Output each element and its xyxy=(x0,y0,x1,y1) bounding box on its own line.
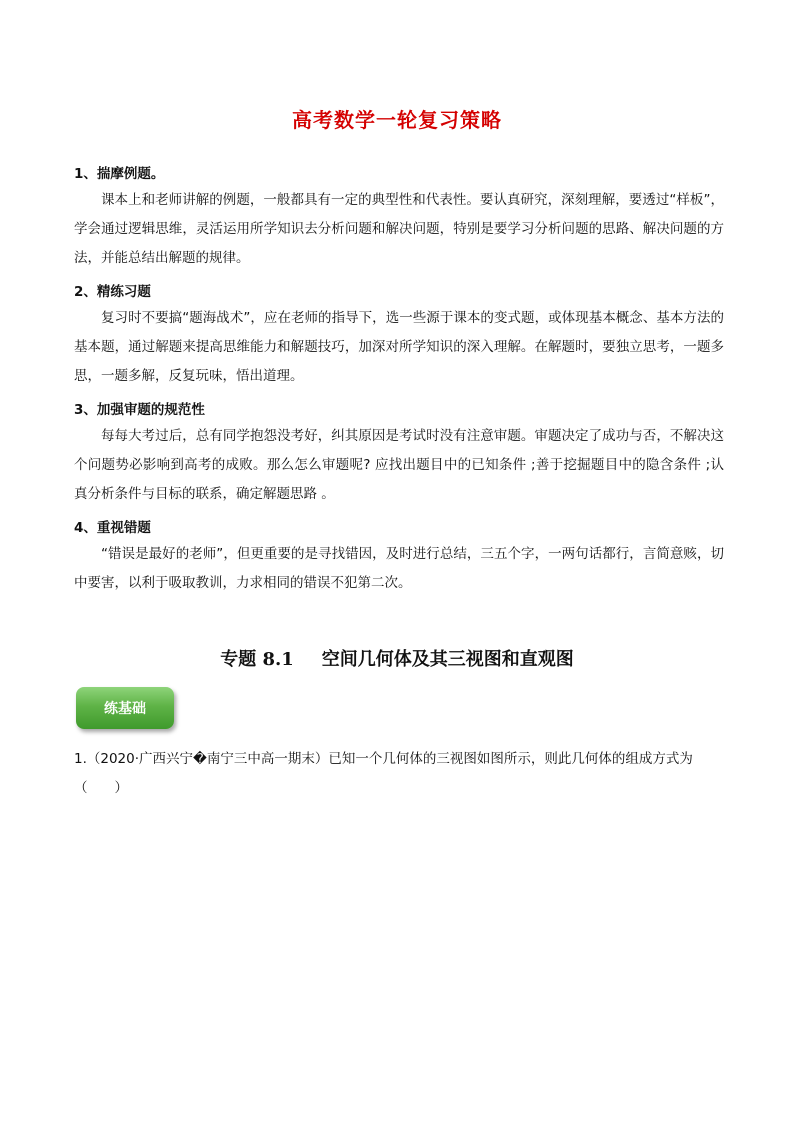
topic-number: 专题 8.1 xyxy=(220,649,294,670)
topic-name: 空间几何体及其三视图和直观图 xyxy=(321,649,574,670)
section-body-4: “错误是最好的老师”，但更重要的是寻找错因，及时进行总结，三五个字，一两句话都行，言简意赅，切中要害，以利于吸取教训，力求相同的错误不犯第二次。 xyxy=(74,546,724,591)
section-heading-4: 4、重视错题 xyxy=(74,520,151,536)
practice-badge-label: 练基础 xyxy=(104,701,146,717)
section-body-1: 课本上和老师讲解的例题，一般都具有一定的典型性和代表性。要认真研究，深刻理解，要透过“样板”，学会通过逻辑思维，灵活运用所学知识去分析问题和解决问题，特别是要学习分析问题的思路、解决问题的方法，并能总结出解题的规律。 xyxy=(74,192,724,266)
topic-title xyxy=(0,645,794,671)
page-title: 高考数学一轮复习策略 xyxy=(292,108,502,132)
practice-badge xyxy=(76,687,174,729)
question-1 xyxy=(74,745,724,803)
section-heading-1: 1、揣摩例题。 xyxy=(74,166,165,182)
question-1-text: 1.（2020·广西兴宁�南宁三中高一期末）已知一个几何体的三视图如图所示，则此几何体的组成方式为 xyxy=(74,751,693,767)
section-heading-3: 3、加强审题的规范性 xyxy=(74,402,205,418)
section-body-3: 每每大考过后，总有同学抱怨没考好，纠其原因是考试时没有注意审题。审题决定了成功与否，不解决这个问题势必影响到高考的成败。那么怎么审题呢? 应找出题目中的已知条件 ;善于挖掘题目中的隐含条件 ;认真分析条件与目标的联系，确定解题思路 。 xyxy=(74,428,724,502)
question-1-answer-blank: （ ） xyxy=(74,780,128,796)
section-body-2: 复习时不要搞“题海战术”，应在老师的指导下，选一些源于课本的变式题，或体现基本概念、基本方法的基本题，通过解题来提高思维能力和解题技巧，加深对所学知识的深入理解。在解题时，要独立思考，一题多思，一题多解，反复玩味，悟出道理。 xyxy=(74,310,724,384)
section-heading-2: 2、精练习题 xyxy=(74,284,151,300)
